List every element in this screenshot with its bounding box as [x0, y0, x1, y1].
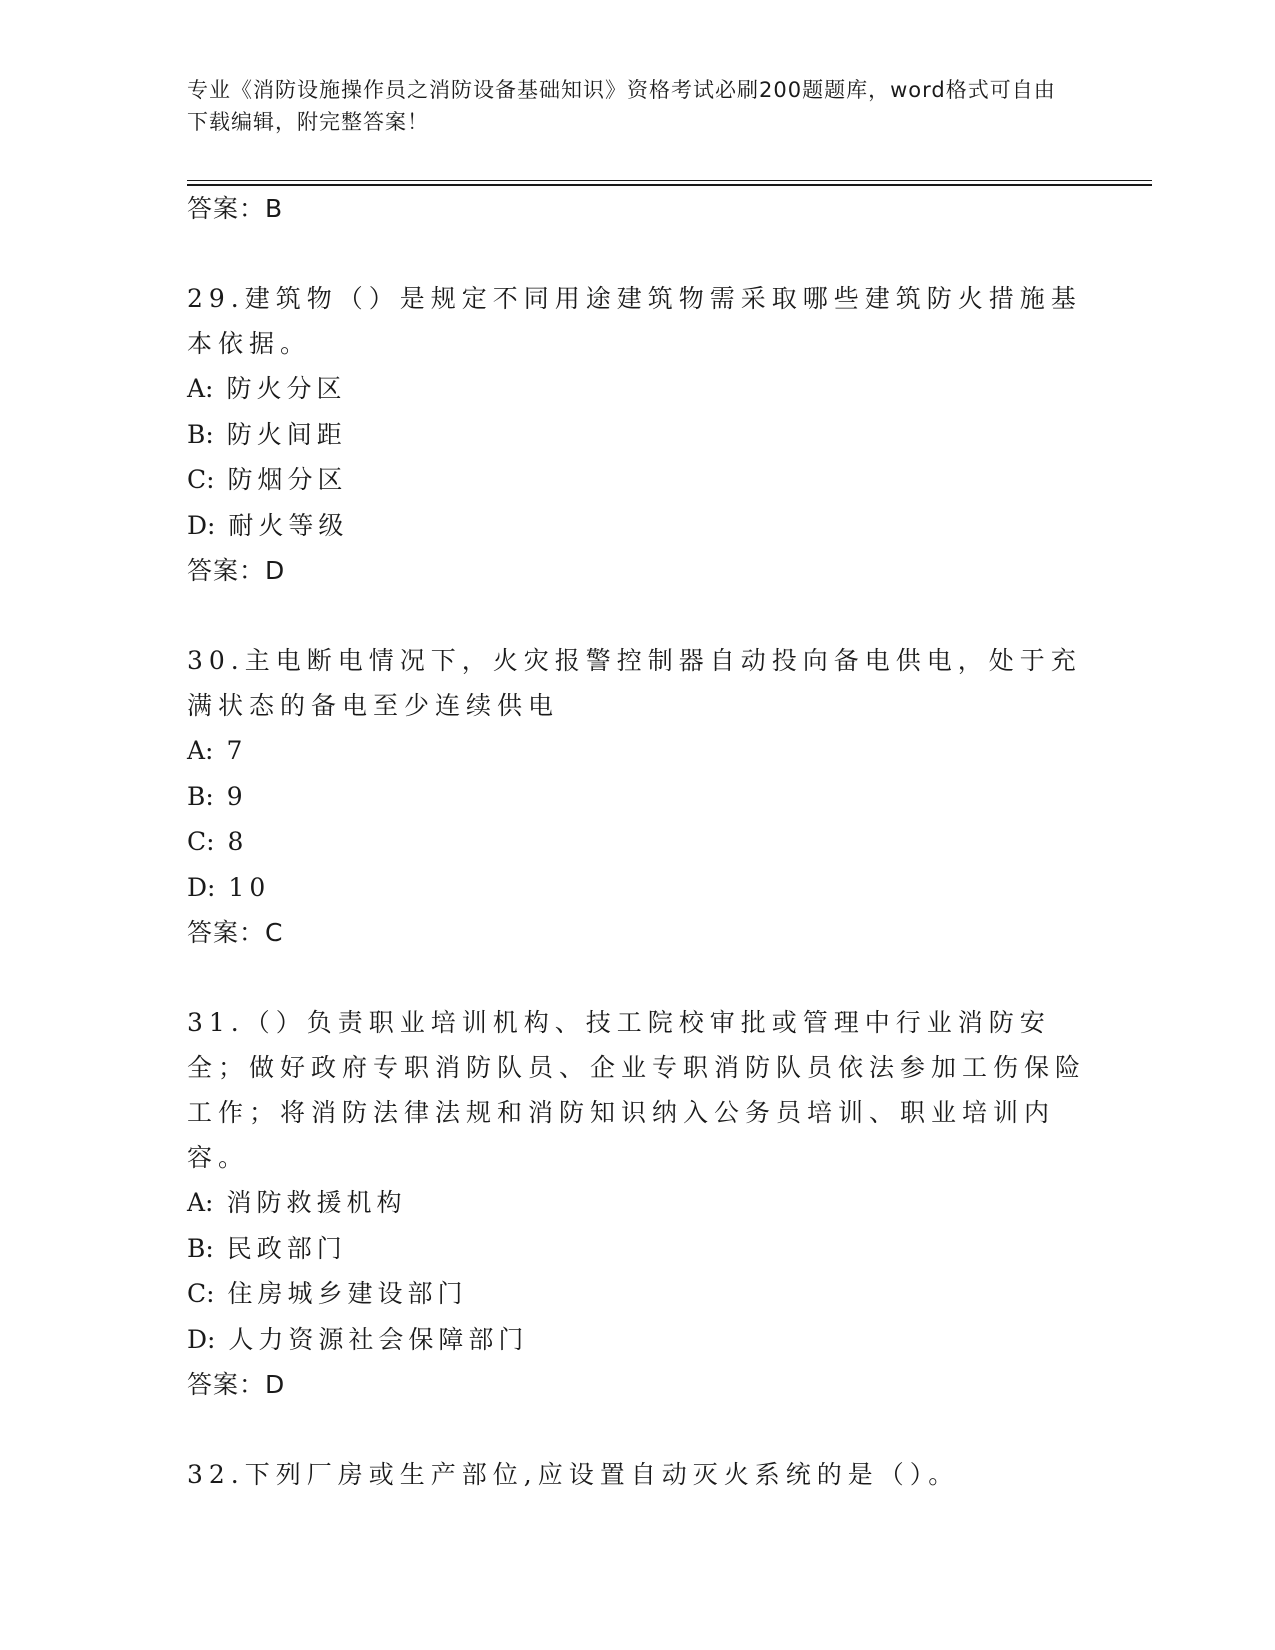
option-b: [187, 774, 1087, 820]
option-b: [187, 412, 1087, 458]
option-label: A:: [187, 374, 214, 403]
option-text: 防烟分区: [227, 465, 348, 494]
option-text: 住房城乡建设部门: [227, 1279, 468, 1308]
question-29: [187, 276, 1087, 594]
option-label: D:: [187, 1324, 216, 1354]
question-list: [187, 186, 1087, 1497]
question-text: 30.主电断电情况下，火灾报警控制器自动投向备电供电，处于充满状态的备电至少连续供电: [187, 646, 1082, 720]
option-label: A:: [187, 1188, 214, 1217]
option-text: 耐火等级: [228, 510, 349, 540]
option-label: D:: [187, 872, 216, 902]
option-a: [187, 728, 1087, 774]
option-c: [187, 457, 1087, 503]
question-text: 29.建筑物（）是规定不同用途建筑物需采取哪些建筑防火措施基本依据。: [187, 284, 1082, 358]
option-text: 民政部门: [226, 1233, 347, 1263]
option-label: B:: [187, 781, 214, 811]
option-c: [187, 1271, 1087, 1317]
option-text: 人力资源社会保障部门: [228, 1324, 529, 1354]
option-text: 防火间距: [226, 419, 347, 449]
answer-line: 答案：D: [187, 1370, 286, 1399]
option-text: 8: [227, 827, 249, 856]
option-d: [187, 865, 1087, 911]
option-a: [187, 366, 1087, 412]
option-text: 7: [226, 736, 248, 765]
question-32: [187, 1452, 1087, 1497]
option-text: 防火分区: [226, 374, 347, 403]
header-rule-thin: [187, 180, 1152, 181]
option-text: 9: [226, 781, 248, 811]
document-header: 专业《消防设施操作员之消防设备基础知识》资格考试必刷200题题库，word格式可自由下载编辑，附完整答案！: [187, 78, 1056, 134]
option-c: [187, 819, 1087, 865]
option-d: [187, 503, 1087, 549]
option-label: C:: [187, 465, 215, 494]
option-label: A:: [187, 736, 214, 765]
question-text: 31.（）负责职业培训机构、技工院校审批或管理中行业消防安全；做好政府专职消防队员、企业专职消防队员依法参加工伤保险工作；将消防法律法规和消防知识纳入公务员培训、职业培训内容。: [187, 1008, 1087, 1172]
option-label: D:: [187, 510, 216, 540]
option-label: C:: [187, 827, 215, 856]
option-text: 消防救援机构: [226, 1188, 407, 1217]
option-label: B:: [187, 419, 214, 449]
question-text: 32.下列厂房或生产部位,应设置自动灭火系统的是（）。: [187, 1460, 960, 1489]
option-text: 10: [228, 872, 271, 902]
option-b: [187, 1226, 1087, 1272]
answer-line: 答案：C: [187, 918, 284, 947]
option-a: [187, 1180, 1087, 1226]
answer-line: 答案：B: [187, 194, 284, 223]
option-d: [187, 1317, 1087, 1363]
answer-line: 答案：D: [187, 556, 286, 585]
option-label: C:: [187, 1279, 215, 1308]
question-30: [187, 638, 1087, 956]
question-31: [187, 1000, 1087, 1408]
option-label: B:: [187, 1233, 214, 1263]
